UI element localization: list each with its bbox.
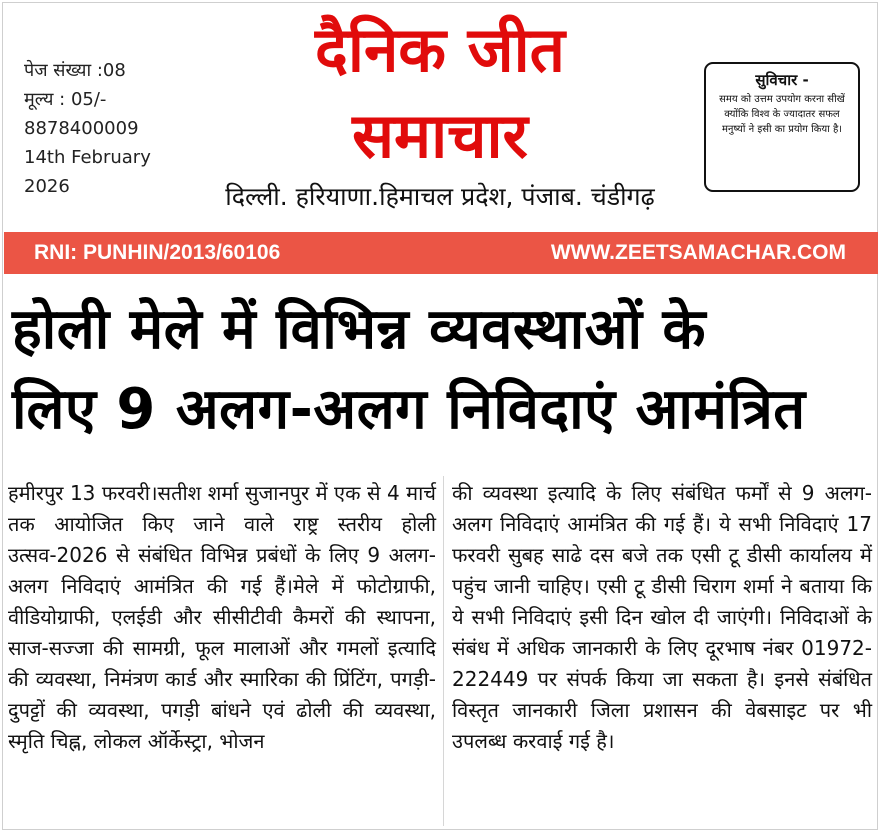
- headline-line-1: होली मेले में विभिन्न व्यवस्थाओं के: [12, 297, 707, 362]
- website-link[interactable]: WWW.ZEETSAMACHAR.COM: [550, 241, 846, 264]
- headline-line-2: लिए 9 अलग-अलग निविदाएं आमंत्रित: [12, 377, 806, 442]
- date-line-1: 14th February: [24, 147, 151, 168]
- page-number: पेज संख्या :08: [24, 60, 126, 81]
- column-divider: [443, 476, 444, 826]
- phone-number: 8878400009: [24, 118, 139, 139]
- masthead-regions: दिल्ली. हरियाणा.हिमाचल प्रदेश, पंजाब. चंडीगढ़: [225, 182, 655, 211]
- article-column-left: हमीरपुर 13 फरवरी।सतीश शर्मा सुजानपुर में एक से 4 मार्च तक आयोजित किए जाने वाले राष्ट्र स्तरीय होली उत्सव-2026 से संबंधित विभिन्न प्रबंधों के लिए 9 अलग-अलग निविदाएं आमंत्रित की गई हैं।मेले में फोटोग्राफी, वीडियोग्राफी, एलईडी और सीसीटीवी कैमरों की स्थापना, साज-सज्जा की सामग्री, फूल मालाओं और गमलों इत्यादि की व्यवस्था, निमंत्रण कार्ड और स्मारिका की प्रिंटिंग, पगड़ी-दुपट्टों की व्यवस्था, पगड़ी बांधने एवं ढोली की व्यवस्था, स्मृति चिह्न, लोकल ऑर्केस्ट्रा, भोजन: [8, 481, 436, 753]
- price: मूल्य : 05/-: [24, 89, 107, 110]
- masthead-title-line-2: समाचार: [352, 99, 528, 172]
- rni-number: RNI: PUNHIN/2013/60106: [34, 241, 281, 264]
- thought-of-the-day-box: [704, 62, 860, 192]
- thought-title: सुविचार -: [755, 71, 809, 89]
- article-column-right: की व्यवस्था इत्यादि के लिए संबंधित फर्मों से 9 अलग-अलग निविदाएं आमंत्रित की गई हैं। ये सभी निविदाएं 17 फरवरी सुबह साढे दस बजे तक एसी टू डीसी कार्यालय में पहुंच जानी चाहिए। एसी टू डीसी चिराग शर्मा ने बताया कि ये सभी निविदाएं इसी दिन खोल दी जाएंगी। निविदाओं के संबंध में अधिक जानकारी के लिए दूरभाष नंबर 01972-222449 पर संपर्क किया जा सकता है। इनसे संबंधित विस्तृत जानकारी जिला प्रशासन की वेबसाइट पर भी उपलब्ध करवाई गई है।: [452, 481, 872, 753]
- date-line-2: 2026: [24, 176, 70, 197]
- info-banner: [4, 232, 878, 274]
- thought-text: समय को उत्तम उपयोग करना सीखें क्योंकि विश्व के ज्यादातर सफल मनुष्यों ने इसी का प्रयोग किया है।: [719, 94, 845, 135]
- masthead-title-line-1: दैनिक जीत: [315, 13, 565, 86]
- issue-meta: [24, 56, 151, 201]
